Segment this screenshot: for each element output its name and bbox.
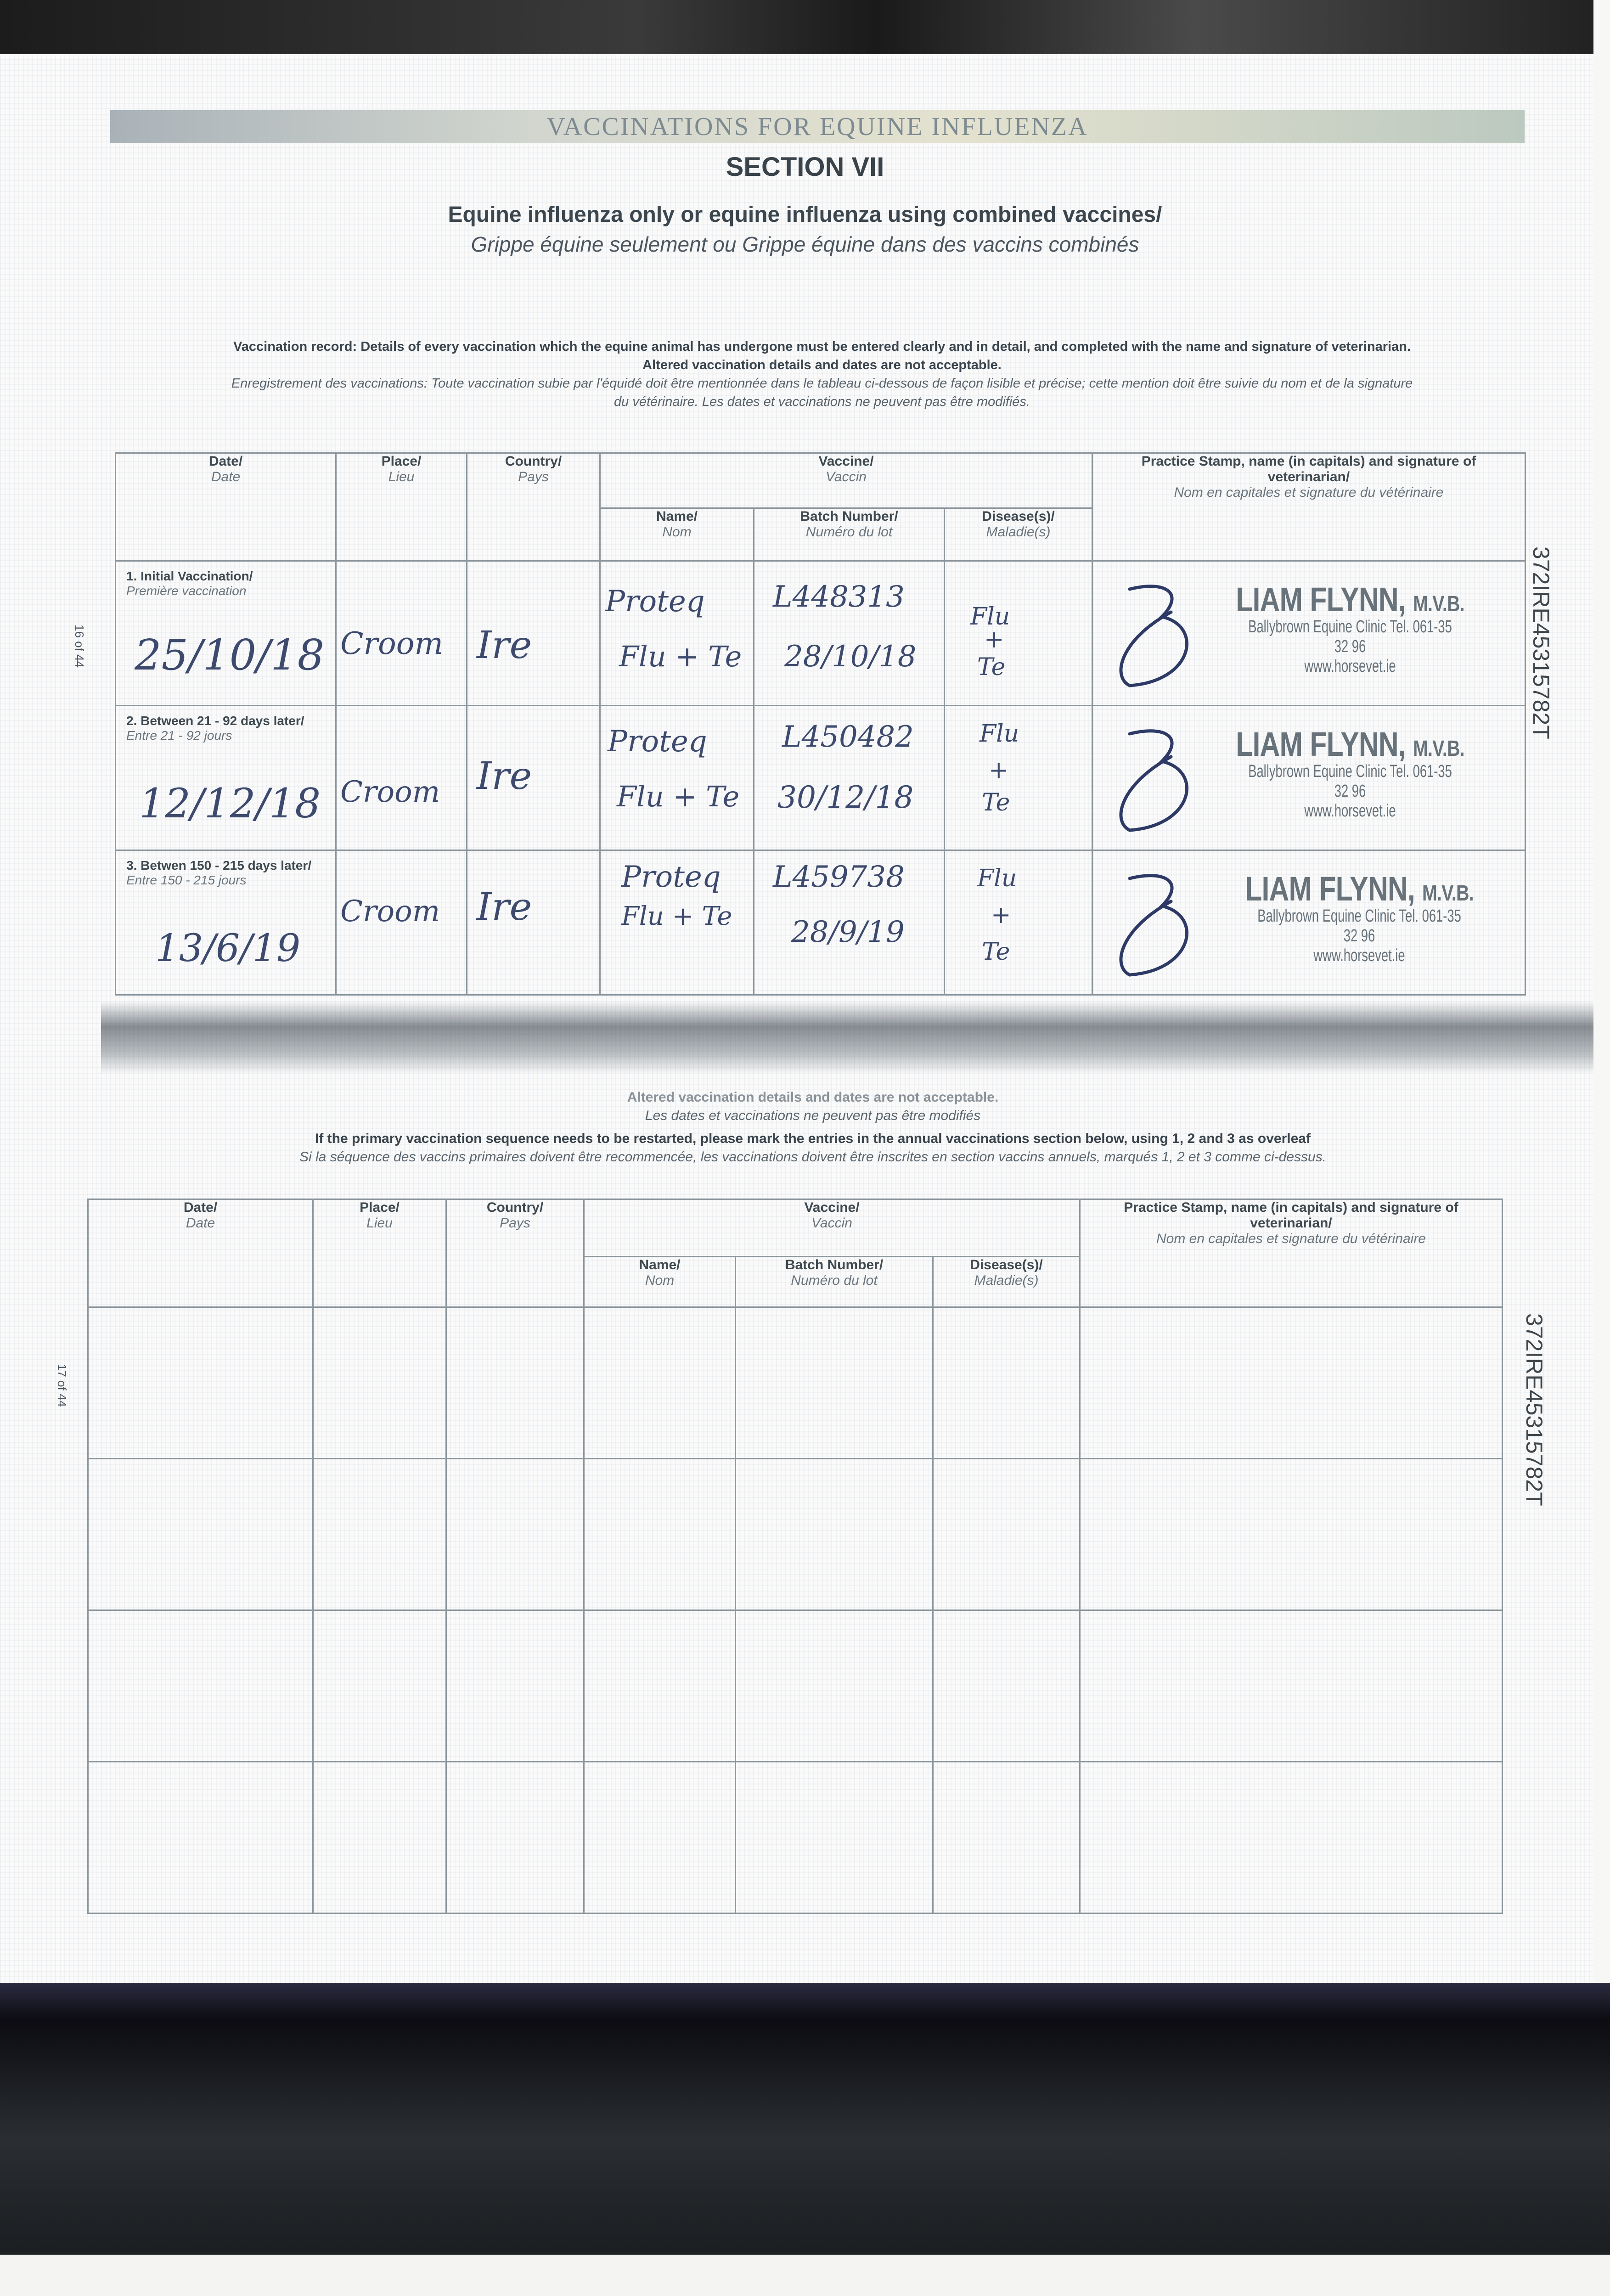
- country-cell: [467, 561, 600, 706]
- disease-line-2: +: [991, 901, 1011, 929]
- page-number-top: 16 of 44: [73, 625, 86, 668]
- notice-line-4: Si la séquence des vaccins primaires doivent être recommencée, les vaccinations doivent être inscrites en section vaccins annuels, marqués 1, 2 et 3 comme ci-dessus.: [299, 1149, 1327, 1165]
- batch-cell: [754, 706, 945, 850]
- page-fold-shadow: [101, 1001, 1593, 1075]
- vaccine-name-line-1: Proteq: [608, 725, 707, 759]
- place-cell: [336, 706, 467, 850]
- header-country: Country/ Pays: [446, 1199, 584, 1307]
- scan-edge-bottom: [0, 1983, 1610, 2296]
- header-vaccine-name: Name/ Nom: [600, 508, 754, 561]
- subtitle-english: Equine influenza only or equine influenza using combined vaccines/: [448, 203, 1162, 227]
- passport-number-top: 372IRE45315782T: [1528, 546, 1554, 739]
- table-row: [88, 1307, 1503, 1459]
- disease-line-3: Te: [982, 938, 1010, 966]
- vaccination-place: Croom: [340, 626, 444, 661]
- header-country: Country/ Pays: [467, 453, 600, 561]
- batch-cell: [754, 850, 945, 995]
- stamp-cell: [1092, 850, 1526, 995]
- disease-cell: [945, 850, 1092, 995]
- header-place: Place/ Lieu: [313, 1199, 446, 1307]
- section-title: SECTION VII: [726, 152, 884, 182]
- vaccine-name-line-2: Flu + Te: [621, 901, 732, 931]
- subtitle-french: Grippe équine seulement ou Grippe équine dans des vaccins combinés: [471, 232, 1139, 256]
- stamp-cell: [1092, 561, 1526, 706]
- practice-stamp: LIAM FLYNN, M.V.B. Ballybrown Equine Clinic Tel. 061-35 32 96 www.horsevet.ie: [1245, 870, 1474, 965]
- table-row: [116, 561, 1526, 706]
- header-batch-number: Batch Number/ Numéro du lot: [736, 1257, 933, 1307]
- disease-line-3: Te: [982, 789, 1010, 816]
- header-batch-number: Batch Number/ Numéro du lot: [754, 508, 945, 561]
- veterinarian-signature: [1102, 860, 1208, 979]
- batch-number: L459738: [773, 860, 905, 894]
- disease-line-3: Te: [977, 653, 1006, 681]
- batch-number: L450482: [782, 720, 914, 754]
- table-row: [116, 706, 1526, 850]
- disease-cell: [945, 706, 1092, 850]
- intro-line-2: Altered vaccination details and dates are not acceptable.: [642, 358, 1002, 372]
- vaccine-name-line-1: Proteq: [621, 860, 721, 894]
- disease-cell: [945, 561, 1092, 706]
- stamp-cell: [1092, 706, 1526, 850]
- header-vaccine: Vaccine/ Vaccin: [584, 1199, 1080, 1257]
- notice-line-1: Altered vaccination details and dates are not acceptable.: [627, 1090, 999, 1105]
- date-cell: 2. Between 21 - 92 days later/ Entre 21 - 92 jours 12/12/18: [116, 706, 336, 850]
- country-cell: [467, 850, 600, 995]
- vaccine-name-cell: [600, 850, 754, 995]
- country-cell: [467, 706, 600, 850]
- header-vaccine-name: Name/ Nom: [584, 1257, 736, 1307]
- banner-title: VACCINATIONS FOR EQUINE INFLUENZA: [546, 113, 1088, 141]
- batch-number: L448313: [773, 580, 905, 614]
- header-date: Date/ Date: [116, 453, 336, 561]
- disease-line-2: +: [989, 757, 1009, 784]
- scan-edge-top: [0, 0, 1593, 54]
- veterinarian-signature: [1102, 571, 1208, 690]
- vaccine-name-cell: [600, 561, 754, 706]
- vaccine-name-line-2: Flu + Te: [619, 640, 742, 673]
- annual-vaccination-table: [87, 1199, 1503, 1914]
- table-row: [116, 850, 1526, 995]
- vaccination-country: Ire: [477, 885, 532, 929]
- intro-line-4: du vétérinaire. Les dates et vaccinations ne peuvent pas être modifiés.: [614, 394, 1030, 409]
- vaccination-country: Ire: [477, 754, 532, 798]
- disease-line-1: Flu: [977, 865, 1017, 892]
- intro-line-3: Enregistrement des vaccinations: Toute vaccination subie par l'équidé doit être mentionnée dans le tableau ci-dessous de façon lisible et précise; cette mention doit être suivie du nom et de la signature: [231, 376, 1413, 391]
- header-date: Date/ Date: [88, 1199, 313, 1307]
- batch-date: 28/9/19: [791, 915, 905, 949]
- header-vaccine: Vaccine/ Vaccin: [600, 453, 1092, 508]
- vaccination-country: Ire: [477, 624, 532, 667]
- disease-line-1: Flu: [970, 603, 1010, 630]
- practice-stamp: LIAM FLYNN, M.V.B. Ballybrown Equine Clinic Tel. 061-35 32 96 www.horsevet.ie: [1236, 580, 1464, 676]
- vaccine-name-line-2: Flu + Te: [617, 780, 740, 813]
- vaccination-date: 12/12/18: [139, 780, 321, 827]
- date-cell: 1. Initial Vaccination/ Première vaccination 25/10/18: [116, 561, 336, 706]
- practice-stamp: LIAM FLYNN, M.V.B. Ballybrown Equine Clinic Tel. 061-35 32 96 www.horsevet.ie: [1236, 725, 1464, 821]
- vaccination-date: 25/10/18: [135, 630, 325, 680]
- veterinarian-signature: [1102, 715, 1208, 835]
- disease-line-1: Flu: [980, 720, 1019, 748]
- date-cell: 3. Betwen 150 - 215 days later/ Entre 150 - 215 jours 13/6/19: [116, 850, 336, 995]
- place-cell: [336, 850, 467, 995]
- batch-date: 28/10/18: [784, 640, 917, 674]
- header-stamp: Practice Stamp, name (in capitals) and signature of veterinarian/ Nom en capitales et signature du vétérinaire: [1092, 453, 1526, 561]
- intro-line-1: Vaccination record: Details of every vaccination which the equine animal has undergone must be entered clearly and in detail, and completed with the name and signature of veterinarian.: [233, 339, 1411, 354]
- batch-cell: [754, 561, 945, 706]
- table-row: [88, 1762, 1503, 1913]
- vaccination-place: Croom: [340, 775, 440, 809]
- vaccine-name-line-1: Proteq: [605, 585, 705, 619]
- notice-line-2: Les dates et vaccinations ne peuvent pas être modifiés: [645, 1108, 981, 1123]
- primary-vaccination-table: [115, 452, 1526, 996]
- table-row: [88, 1459, 1503, 1610]
- header-place: Place/ Lieu: [336, 453, 467, 561]
- page-number-bottom: 17 of 44: [55, 1364, 69, 1407]
- vaccine-name-cell: [600, 706, 754, 850]
- vaccination-date: 13/6/19: [155, 927, 301, 970]
- vaccination-place: Croom: [340, 895, 440, 929]
- disease-line-2: +: [984, 626, 1004, 653]
- passport-number-bottom: 372IRE45315782T: [1521, 1313, 1547, 1506]
- table-row: [88, 1610, 1503, 1762]
- header-stamp: Practice Stamp, name (in capitals) and signature of veterinarian/ Nom en capitales et signature du vétérinaire: [1080, 1199, 1503, 1307]
- batch-date: 30/12/18: [777, 780, 914, 815]
- section-banner: [110, 110, 1525, 143]
- place-cell: [336, 561, 467, 706]
- header-diseases: Disease(s)/ Maladie(s): [945, 508, 1092, 561]
- header-diseases: Disease(s)/ Maladie(s): [933, 1257, 1080, 1307]
- notice-line-3: If the primary vaccination sequence needs to be restarted, please mark the entries in the annual vaccinations section below, using 1, 2 and 3 as overleaf: [315, 1131, 1311, 1146]
